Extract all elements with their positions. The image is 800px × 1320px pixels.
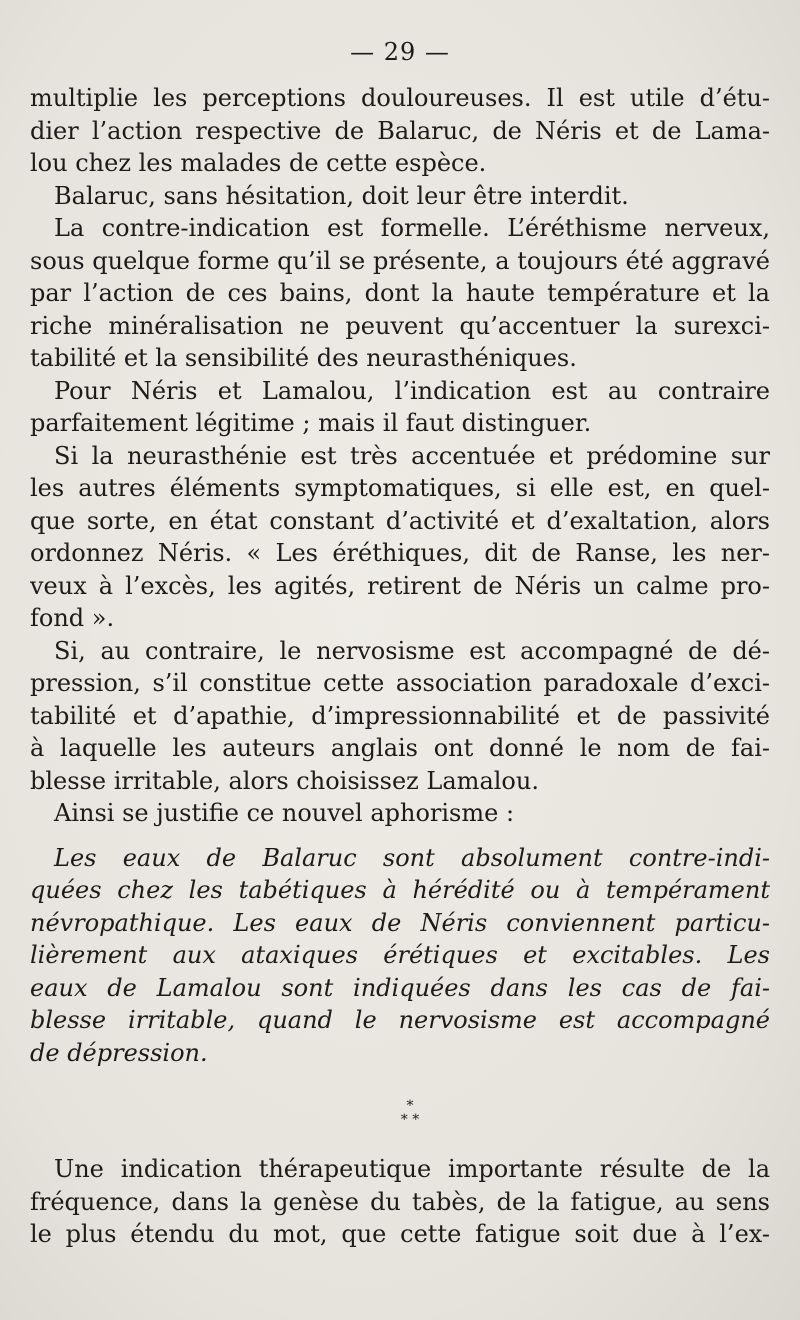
text-line: fond ».	[30, 604, 115, 632]
asterism-top: *	[406, 1098, 414, 1114]
text-line: tabilité et la sensibilité des neurasthéniques.	[30, 344, 577, 372]
text-line: Si la neurasthénie est très accentuée et prédomine sur	[54, 441, 770, 470]
text-line: les autres éléments symptomatiques, si elle est, en quel-	[30, 474, 770, 502]
text-line: veux à l’excès, les agités, retirent de Néris un calme pro-	[30, 571, 770, 600]
text-line: fréquence, dans la genèse du tabès, de la fatigue, au sens	[30, 1187, 770, 1216]
text-line: Si, au contraire, le nervosisme est accompagné de dé-	[54, 636, 770, 665]
aphorism-line: névropathique. Les eaux de Néris conviennent particu-	[30, 908, 770, 937]
aphorism-line: Les eaux de Balaruc sont absolument contre-indi-	[54, 843, 770, 872]
aphorism-line: de dépression.	[30, 1038, 208, 1067]
text-line: parfaitement légitime ; mais il faut distinguer.	[30, 409, 592, 437]
text-line: pression, s’il constitue cette association paradoxale d’exci-	[30, 669, 770, 697]
text-line: à laquelle les auteurs anglais ont donné le nom de fai-	[30, 734, 770, 762]
aphorism-line: blesse irritable, quand le nervosisme est accompagné	[30, 1006, 770, 1034]
asterism-bottom: * *	[400, 1112, 420, 1128]
text-line: le plus étendu du mot, que cette fatigue soit due à l’ex-	[30, 1220, 770, 1248]
paragraph	[30, 82, 770, 180]
aphorism-line: quées chez les tabétiques à hérédité ou à tempérament	[30, 876, 770, 904]
text-line: Ainsi se justifie ce nouvel aphorisme :	[54, 799, 515, 827]
section-separator	[30, 1099, 770, 1127]
text-line: Une indication thérapeutique importante résulte de la	[54, 1155, 770, 1183]
paragraph	[30, 212, 770, 375]
text-line: riche minéralisation ne peuvent qu’accentuer la surexci-	[30, 311, 770, 340]
aphorism	[30, 842, 770, 1070]
paragraph	[30, 635, 770, 798]
text-line: Pour Néris et Lamalou, l’indication est au contraire	[54, 376, 770, 405]
text-line: tabilité et d’apathie, d’impressionnabilité et de passivité	[30, 701, 770, 730]
aphorism-line: lièrement aux ataxiques érétiques et excitables. Les	[30, 941, 770, 969]
text-line: dier l’action respective de Balaruc, de Néris et de Lama-	[30, 116, 770, 145]
text-line: Balaruc, sans hésitation, doit leur être interdit.	[54, 181, 629, 210]
text-line: lou chez les malades de cette espèce.	[30, 149, 487, 177]
page-number: — 29 —	[350, 38, 450, 66]
paragraph	[30, 440, 770, 635]
text-line: par l’action de ces bains, dont la haute température et la	[30, 279, 770, 307]
paragraph	[30, 375, 770, 440]
page-body	[30, 82, 770, 1251]
paragraph	[30, 797, 770, 830]
text-line: ordonnez Néris. « Les éréthiques, dit de Ranse, les ner-	[30, 539, 770, 567]
text-line: que sorte, en état constant d’activité et d’exaltation, alors	[30, 506, 770, 535]
text-line: multiplie les perceptions douloureuses. Il est utile d’étu-	[30, 84, 770, 112]
text-line: sous quelque forme qu’il se présente, a toujours été aggravé	[30, 246, 770, 275]
text-line: blesse irritable, alors choisissez Lamalou.	[30, 766, 539, 795]
paragraph	[30, 180, 770, 213]
aphorism-line: eaux de Lamalou sont indiquées dans les cas de fai-	[30, 973, 770, 1002]
paragraph	[30, 1153, 770, 1251]
text-line: La contre-indication est formelle. L’éréthisme nerveux,	[54, 214, 770, 242]
